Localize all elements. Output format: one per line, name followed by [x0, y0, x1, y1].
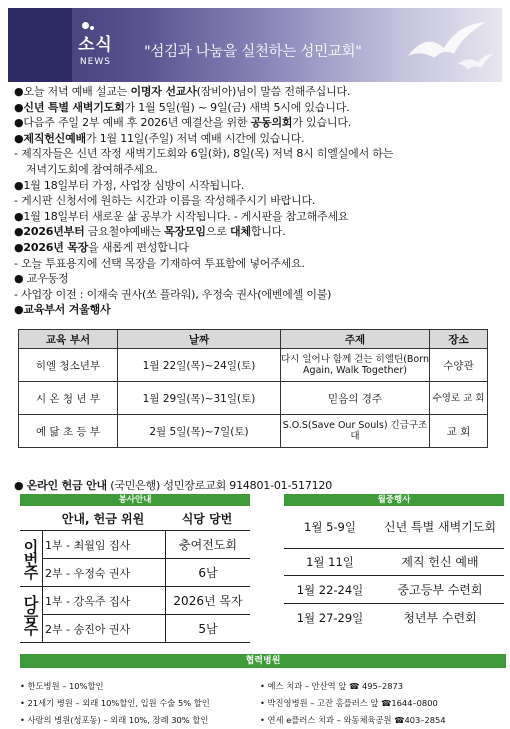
- usher-name: 1부 - 최월임 집사: [42, 531, 166, 558]
- announcement-line: [14, 256, 500, 272]
- announcement-line: [14, 224, 500, 240]
- date-cell: 1월 22일(목)~24일(토): [118, 349, 281, 382]
- announcement-text: (잠비아)님이 말씀 전해주십니다.: [196, 85, 351, 98]
- monthly-title: 월중행사: [284, 494, 504, 506]
- bullet: ●: [14, 272, 24, 286]
- header-topic: 주제: [281, 330, 430, 349]
- bullet: -: [14, 147, 22, 161]
- service-col-kitchen: 식당 당번: [181, 511, 233, 526]
- group-label: 이번주: [21, 539, 40, 578]
- kitchen-duty: 6남: [198, 566, 218, 580]
- header-place: 장소: [430, 330, 488, 349]
- header-dept: 교육 부서: [19, 330, 118, 349]
- bullet: -: [14, 194, 22, 208]
- partner-item: • 한도병원 – 10%할인: [20, 681, 104, 691]
- announcement-line: [14, 271, 500, 287]
- emphasis-text: 이명자 선교사: [130, 85, 197, 98]
- bullet: ●: [14, 116, 24, 130]
- kitchen-duty: 충여전도회: [179, 538, 237, 552]
- place-cell: 교 회: [430, 415, 488, 448]
- event-date: 1월 11일: [306, 555, 354, 569]
- service-title: 봉사안내: [20, 494, 250, 506]
- service-col-usher: 안내, 헌금 위원: [61, 511, 145, 526]
- service-row: [42, 587, 250, 615]
- bullet: ●: [14, 85, 24, 98]
- announcement-text: 오늘 투표용지에 선택 목장을 기재하여 투표함에 넣어주세요.: [21, 256, 305, 270]
- bullet: -: [14, 256, 22, 270]
- emphasis-text: 제직헌신예배: [23, 131, 86, 145]
- bulletin-page: [8, 8, 502, 725]
- announcement-line: [14, 100, 500, 116]
- announcement-text: 금요철야예배는: [84, 225, 165, 239]
- announcement-text: 게시판 신청서에 원하는 시간과 이름을 작성해주시기 바랍니다.: [21, 194, 316, 208]
- bullet: ●: [14, 178, 24, 192]
- bullet: ●: [14, 240, 24, 254]
- news-block: [78, 30, 113, 67]
- usher-name: 2부 - 송진아 권사: [42, 615, 166, 642]
- announcement-line: [14, 240, 500, 256]
- announcement-line: [14, 287, 500, 303]
- announcement-text: 가 1월 11일(주일) 저녁 예배 시간에 있습니다.: [85, 131, 305, 145]
- place-cell: 수양관: [430, 349, 488, 382]
- monthly-events: [284, 494, 504, 631]
- topic-cell: S.O.S(Save Our Souls) 긴급구조대: [281, 415, 430, 448]
- service-row: [42, 559, 250, 586]
- news-subtitle: NEWS: [79, 57, 111, 67]
- group-label: 다음주: [21, 595, 40, 634]
- news-banner: [8, 8, 502, 82]
- service-group-this-week: [20, 531, 250, 587]
- announcement-line: [14, 84, 500, 100]
- announcement-text: 가 있습니다.: [292, 116, 352, 130]
- table-row: [19, 349, 488, 382]
- topic-cell: 다시 일어나 함께 걷는 히엘틴(Born Again, Walk Together): [281, 349, 430, 382]
- announcement-text: 1월 18일부터 새로운 삶 공부가 시작됩니다. - 게시판을 참고해주세요: [23, 209, 349, 223]
- announcement-list: [14, 84, 500, 318]
- partner-column-right: [260, 678, 500, 729]
- announcement-text: 으로: [205, 225, 230, 239]
- date-cell: 1월 29일(목)~31일(토): [118, 382, 281, 415]
- bullet: ●: [14, 303, 24, 317]
- event-row: [284, 549, 504, 576]
- service-row: [42, 615, 250, 642]
- emphasis-text: 대체: [229, 225, 251, 239]
- event-name: 제직 헌신 예배: [401, 555, 479, 569]
- service-group-next-week: [20, 587, 250, 643]
- date-cell: 2월 5일(목)~7일(토): [118, 415, 281, 448]
- dept-cell: 시 온 청 년 부: [19, 382, 118, 415]
- partner-item: • 박진영병원 – 고잔 홈플러스 앞 ☎1644–0800: [260, 698, 438, 708]
- partner-item: • 21세기 병원 – 외래 10%할인, 입원 수술 5% 할인: [20, 698, 210, 708]
- usher-name: 2부 - 우정숙 권사: [42, 559, 166, 586]
- news-title: 소식: [78, 35, 113, 55]
- table-row: [19, 415, 488, 448]
- event-name: 청년부 수련회: [403, 610, 477, 625]
- event-name: 신년 특별 새벽기도회: [384, 520, 496, 534]
- announcement-line: [14, 131, 500, 147]
- partner-title: 협력병원: [20, 654, 506, 668]
- kitchen-duty: 2026년 목자: [173, 594, 243, 608]
- topic-cell: 믿음의 경주: [281, 382, 430, 415]
- service-schedule: [20, 494, 250, 643]
- account-number: 성민장로교회 914801-01-517120: [160, 479, 333, 492]
- dept-cell: 예 닮 초 등 부: [19, 415, 118, 448]
- bullet: -: [14, 287, 22, 301]
- event-date: 1월 22-24일: [296, 582, 364, 597]
- partner-item: • 연세 e플러스 치과 – 와동체육공원 ☎403–2854: [260, 715, 446, 725]
- church-slogan: "섬김과 나눔을 실천하는 성민교회": [144, 44, 362, 60]
- header-date: 날짜: [118, 330, 281, 349]
- dept-cell: 히엘 청소년부: [19, 349, 118, 382]
- banner-dark-panel: [8, 8, 72, 82]
- announcement-line: [14, 115, 500, 131]
- announcement-text: 저녁기도회에 참여해주세요.: [26, 162, 158, 176]
- bullet: ●: [14, 100, 24, 114]
- event-name: 중고등부 수련회: [397, 582, 483, 597]
- announcement-line: [14, 209, 500, 225]
- education-event-table: [18, 329, 488, 448]
- announcement-line: [14, 193, 500, 209]
- online-offering-info: [14, 477, 332, 493]
- partner-item: • 예스 치과 – 안산역 앞 ☎ 495–2873: [260, 681, 404, 691]
- kitchen-duty: 5남: [198, 622, 218, 636]
- event-row: [284, 604, 504, 631]
- online-offering-label: 온라인 헌금 안내: [26, 479, 107, 492]
- announcement-text: 합니다.: [250, 225, 286, 239]
- announcement-text: 다음주 주일 2부 예배 후 2026년 예결산을 위한: [23, 116, 251, 130]
- table-row: [19, 382, 488, 415]
- announcement-line: [14, 162, 500, 178]
- announcement-text: 제직자들은 신년 작정 새벽기도회와 6일(화), 8일(목) 저녁 8시 히엘실에서 하는: [21, 147, 394, 161]
- bullet: ●: [14, 479, 24, 492]
- bullet: ●: [14, 131, 24, 145]
- emphasis-text: 공동의회: [250, 116, 293, 130]
- announcement-text: 가 1월 5일(월) ~ 9일(금) 새벽 5시에 있습니다.: [124, 100, 350, 114]
- place-cell: 수영로 교 회: [430, 382, 488, 415]
- event-date: 1월 27-29일: [296, 610, 364, 625]
- partner-column-left: [20, 678, 260, 729]
- announcement-line: [14, 178, 500, 194]
- emphasis-text: 2026년 목장: [23, 240, 89, 254]
- service-header-row: [20, 506, 250, 531]
- emphasis-text: 교육부서 겨울행사: [23, 303, 111, 317]
- announcement-text: 을 새롭게 편성합니다: [88, 240, 189, 254]
- event-row: [284, 506, 504, 549]
- usher-name: 1부 - 강옥주 집사: [42, 587, 166, 614]
- announcement-line: [14, 302, 500, 318]
- emphasis-text: 목장모임: [164, 225, 206, 239]
- announcement-line: [14, 146, 500, 162]
- event-date: 1월 5-9일: [304, 520, 356, 534]
- bank-name: (국민은행): [110, 479, 161, 492]
- partner-item: • 사랑의 병원(성포동) – 외래 10%, 장례 30% 할인: [20, 715, 209, 725]
- announcement-text: 교우동정: [23, 272, 69, 286]
- event-row: [284, 576, 504, 604]
- dot-icon: [82, 22, 89, 29]
- birds-icon: [388, 14, 498, 80]
- announcement-text: 오늘 저녁 예배 설교는: [23, 85, 131, 98]
- emphasis-text: 신년 특별 새벽기도회: [23, 100, 125, 114]
- service-row: [42, 531, 250, 559]
- bullet: ●: [14, 225, 24, 239]
- dot-icon: [90, 26, 94, 30]
- announcement-text: 1월 18일부터 가정, 사업장 심방이 시작됩니다.: [23, 178, 245, 192]
- bullet: ●: [14, 209, 24, 223]
- announcement-text: 사업장 이전 : 이재숙 권사(쏘 플라워), 우정숙 권사(에벤에셀 이불): [21, 287, 332, 301]
- emphasis-text: 2026년부터: [23, 225, 85, 239]
